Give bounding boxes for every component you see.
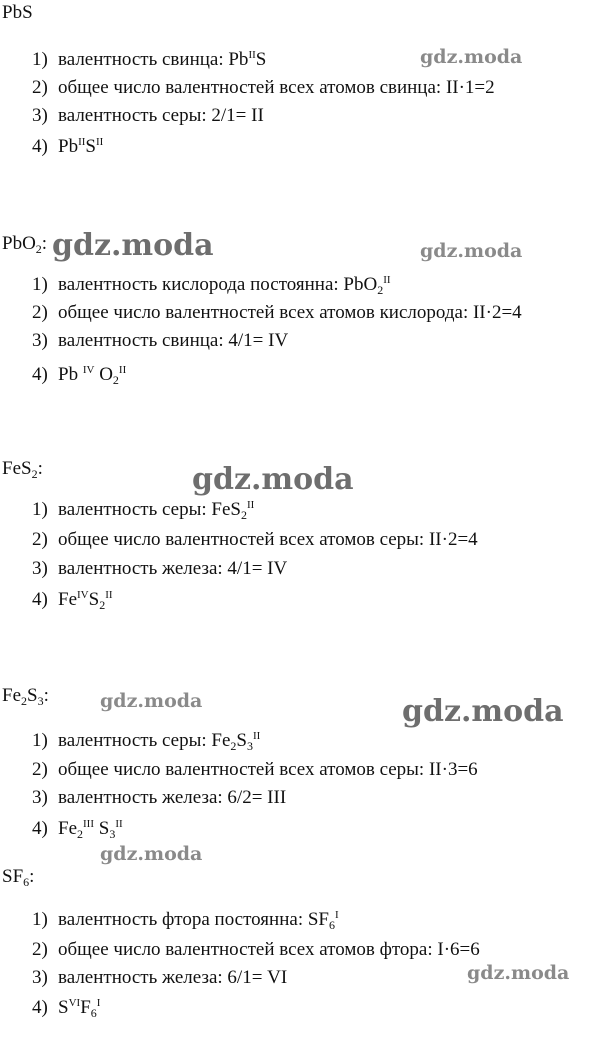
subscript: 2 xyxy=(35,242,42,256)
list-item xyxy=(32,967,287,989)
watermark: gdz.moda xyxy=(192,462,354,497)
superscript: II xyxy=(383,274,391,286)
superscript: I xyxy=(334,909,339,921)
item-number: 3) xyxy=(32,558,48,579)
text-run: валентность фтора постоянна: SF xyxy=(58,909,329,930)
watermark: gdz.moda xyxy=(100,843,203,865)
list-item xyxy=(32,818,123,840)
text-run: общее число валентностей всех атомов серы: II·2=4 xyxy=(58,529,478,550)
subscript: 6 xyxy=(90,1006,97,1020)
item-number: 2) xyxy=(32,759,48,780)
text-run: Fe xyxy=(2,685,21,706)
text-run: Pb xyxy=(58,136,79,157)
superscript: IV xyxy=(77,589,89,601)
superscript: VI xyxy=(68,997,81,1009)
text-run: : xyxy=(29,866,35,887)
text-run: Pb xyxy=(58,364,83,385)
subscript: 3 xyxy=(246,739,253,753)
item-number: 2) xyxy=(32,939,48,960)
list-item xyxy=(32,136,103,158)
item-number: 1) xyxy=(32,909,48,930)
list-item xyxy=(32,330,288,352)
section-title xyxy=(2,233,47,255)
text-run: : xyxy=(37,458,43,479)
text-run: SF xyxy=(2,866,24,887)
text-run: S xyxy=(236,730,247,751)
list-item xyxy=(32,105,264,127)
watermark: gdz.moda xyxy=(420,240,523,262)
item-number: 2) xyxy=(32,302,48,323)
superscript: II xyxy=(105,589,113,601)
item-number: 3) xyxy=(32,105,48,126)
item-number: 1) xyxy=(32,499,48,520)
item-number: 1) xyxy=(32,730,48,751)
text-run: PbO xyxy=(2,233,36,254)
section-title xyxy=(2,458,43,480)
text-run: PbS xyxy=(2,2,33,23)
superscript: II xyxy=(115,818,123,830)
item-number: 4) xyxy=(32,136,48,157)
item-number: 4) xyxy=(32,589,48,610)
text-run: общее число валентностей всех атомов кислорода: II·2=4 xyxy=(58,302,522,323)
text-run: валентность серы: FeS xyxy=(58,499,241,520)
watermark: gdz.moda xyxy=(52,228,214,263)
subscript: 2 xyxy=(112,373,119,387)
superscript: II xyxy=(248,49,256,61)
superscript: II xyxy=(95,136,104,148)
text-run: валентность свинца: Pb xyxy=(58,49,249,70)
superscript: IV xyxy=(82,364,95,376)
watermark: gdz.moda xyxy=(402,694,564,729)
subscript: 2 xyxy=(230,739,237,753)
list-item xyxy=(32,909,339,931)
text-run: S xyxy=(85,136,96,157)
subscript: 2 xyxy=(21,694,27,708)
item-number: 4) xyxy=(32,997,48,1018)
superscript: II xyxy=(118,364,127,376)
watermark: gdz.moda xyxy=(100,690,203,712)
subscript: 2 xyxy=(377,283,384,297)
text-run: S xyxy=(94,818,110,839)
text-run: F xyxy=(80,997,91,1018)
text-run: общее число валентностей всех атомов свинца: II·1=2 xyxy=(58,77,495,98)
text-run: валентность железа: 4/1= IV xyxy=(58,558,288,579)
list-item xyxy=(32,558,287,580)
subscript: 2 xyxy=(77,827,83,841)
text-run: валентность железа: 6/2= III xyxy=(58,787,287,808)
list-item xyxy=(32,589,113,611)
item-number: 3) xyxy=(32,967,48,988)
list-item xyxy=(32,759,478,781)
text-run: O xyxy=(94,364,113,385)
text-run: общее число валентностей всех атомов серы: II·3=6 xyxy=(58,759,478,780)
watermark: gdz.moda xyxy=(467,962,570,984)
list-item xyxy=(32,49,266,71)
text-run: валентность свинца: 4/1= IV xyxy=(58,330,289,351)
text-run: S xyxy=(27,685,38,706)
superscript: II xyxy=(252,730,261,742)
text-run: : xyxy=(43,685,49,706)
item-number: 2) xyxy=(32,529,48,550)
item-number: 1) xyxy=(32,49,48,70)
item-number: 4) xyxy=(32,818,48,839)
list-item xyxy=(32,529,478,551)
text-run: общее число валентностей всех атомов фтора: I·6=6 xyxy=(58,939,480,960)
list-item xyxy=(32,302,522,324)
section-title xyxy=(2,685,49,707)
item-number: 2) xyxy=(32,77,48,98)
subscript: 3 xyxy=(109,827,116,841)
superscript: I xyxy=(96,997,101,1009)
list-item xyxy=(32,787,286,809)
text-run: Fe xyxy=(58,589,77,610)
subscript: 6 xyxy=(23,875,30,889)
text-run: FeS xyxy=(2,458,32,479)
subscript: 2 xyxy=(99,598,106,612)
subscript: 3 xyxy=(37,694,44,708)
text-run: S xyxy=(58,997,69,1018)
list-item xyxy=(32,364,126,386)
text-run: Fe xyxy=(58,818,77,839)
item-number: 3) xyxy=(32,787,48,808)
superscript: II xyxy=(246,499,255,511)
watermark: gdz.moda xyxy=(420,46,523,68)
list-item xyxy=(32,939,480,961)
text-run: валентность серы: Fe xyxy=(58,730,231,751)
section-title xyxy=(2,866,34,888)
superscript: II xyxy=(78,136,86,148)
list-item xyxy=(32,274,391,296)
subscript: 2 xyxy=(240,508,247,522)
superscript: III xyxy=(83,818,94,830)
list-item xyxy=(32,499,254,521)
text-run: валентность кислорода постоянна: PbO xyxy=(58,274,378,295)
text-run: валентность железа: 6/1= VI xyxy=(58,967,288,988)
text-run: S xyxy=(255,49,267,70)
subscript: 6 xyxy=(328,918,335,932)
list-item xyxy=(32,77,495,99)
list-item xyxy=(32,730,260,752)
item-number: 3) xyxy=(32,330,48,351)
text-run: : xyxy=(41,233,48,254)
text-run: валентность серы: 2/1= II xyxy=(58,105,264,126)
list-item xyxy=(32,997,100,1019)
item-number: 1) xyxy=(32,274,48,295)
subscript: 2 xyxy=(31,467,38,481)
section-title xyxy=(2,2,33,24)
text-run: S xyxy=(88,589,100,610)
item-number: 4) xyxy=(32,364,48,385)
